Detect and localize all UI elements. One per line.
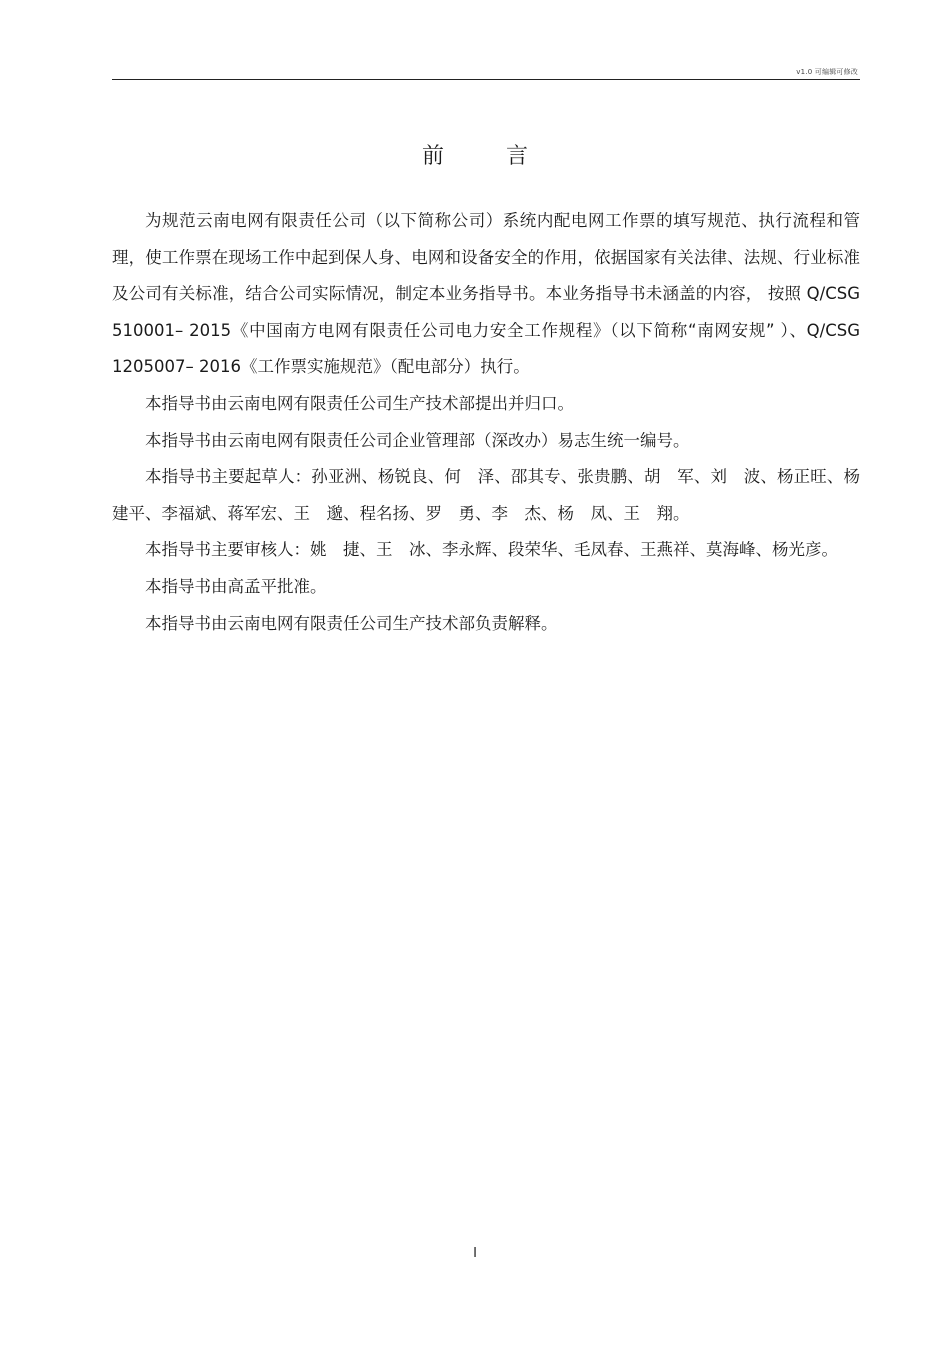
- paragraph-approver: 本指导书由高孟平批准。: [145, 576, 327, 596]
- paragraph-proposer: 本指导书由云南电网有限责任公司生产技术部提出并归口。: [145, 393, 574, 413]
- header-version-note: v1.0 可编辑可修改: [796, 68, 858, 76]
- paragraph-drafters: 本指导书主要起草人：孙亚洲、杨锐良、何 泽、邵其专、张贵鹏、胡 军、刘 波、杨正旺、杨建平、李福斌、蒋军宏、王 邈、程名扬、罗 勇、李 杰、杨 凤、王 翔。: [112, 467, 860, 523]
- page-number: I: [473, 1246, 477, 1261]
- paragraph-purpose: 为规范云南电网有限责任公司（以下简称公司）系统内配电网工作票的填写规范、执行流程和管理，使工作票在现场工作中起到保人身、电网和设备安全的作用，依据国家有关法律、法规、行业标准及公司有关标准，结合公司实际情况，制定本业务指导书。本业务指导书未涵盖的内容， 按照 Q/CSG 510001– 2015《中国南方电网有限责任公司电力安全工作规程》（以下简称“南网安规” ）、Q/CSG 1205007– 2016《工作票实施规范》（配电部分）执行。: [112, 211, 860, 377]
- paragraph-interpretation: 本指导书由云南电网有限责任公司生产技术部负责解释。: [145, 613, 558, 633]
- page-title: 前言: [421, 143, 590, 169]
- paragraph-numbering: 本指导书由云南电网有限责任公司企业管理部（深改办）易志生统一编号。: [145, 430, 690, 450]
- paragraph-reviewers: 本指导书主要审核人：姚 捷、王 冰、李永辉、段荣华、毛凤春、王燕祥、莫海峰、杨光彦。: [145, 540, 838, 560]
- header-divider: [112, 79, 860, 80]
- document-body: [112, 203, 860, 642]
